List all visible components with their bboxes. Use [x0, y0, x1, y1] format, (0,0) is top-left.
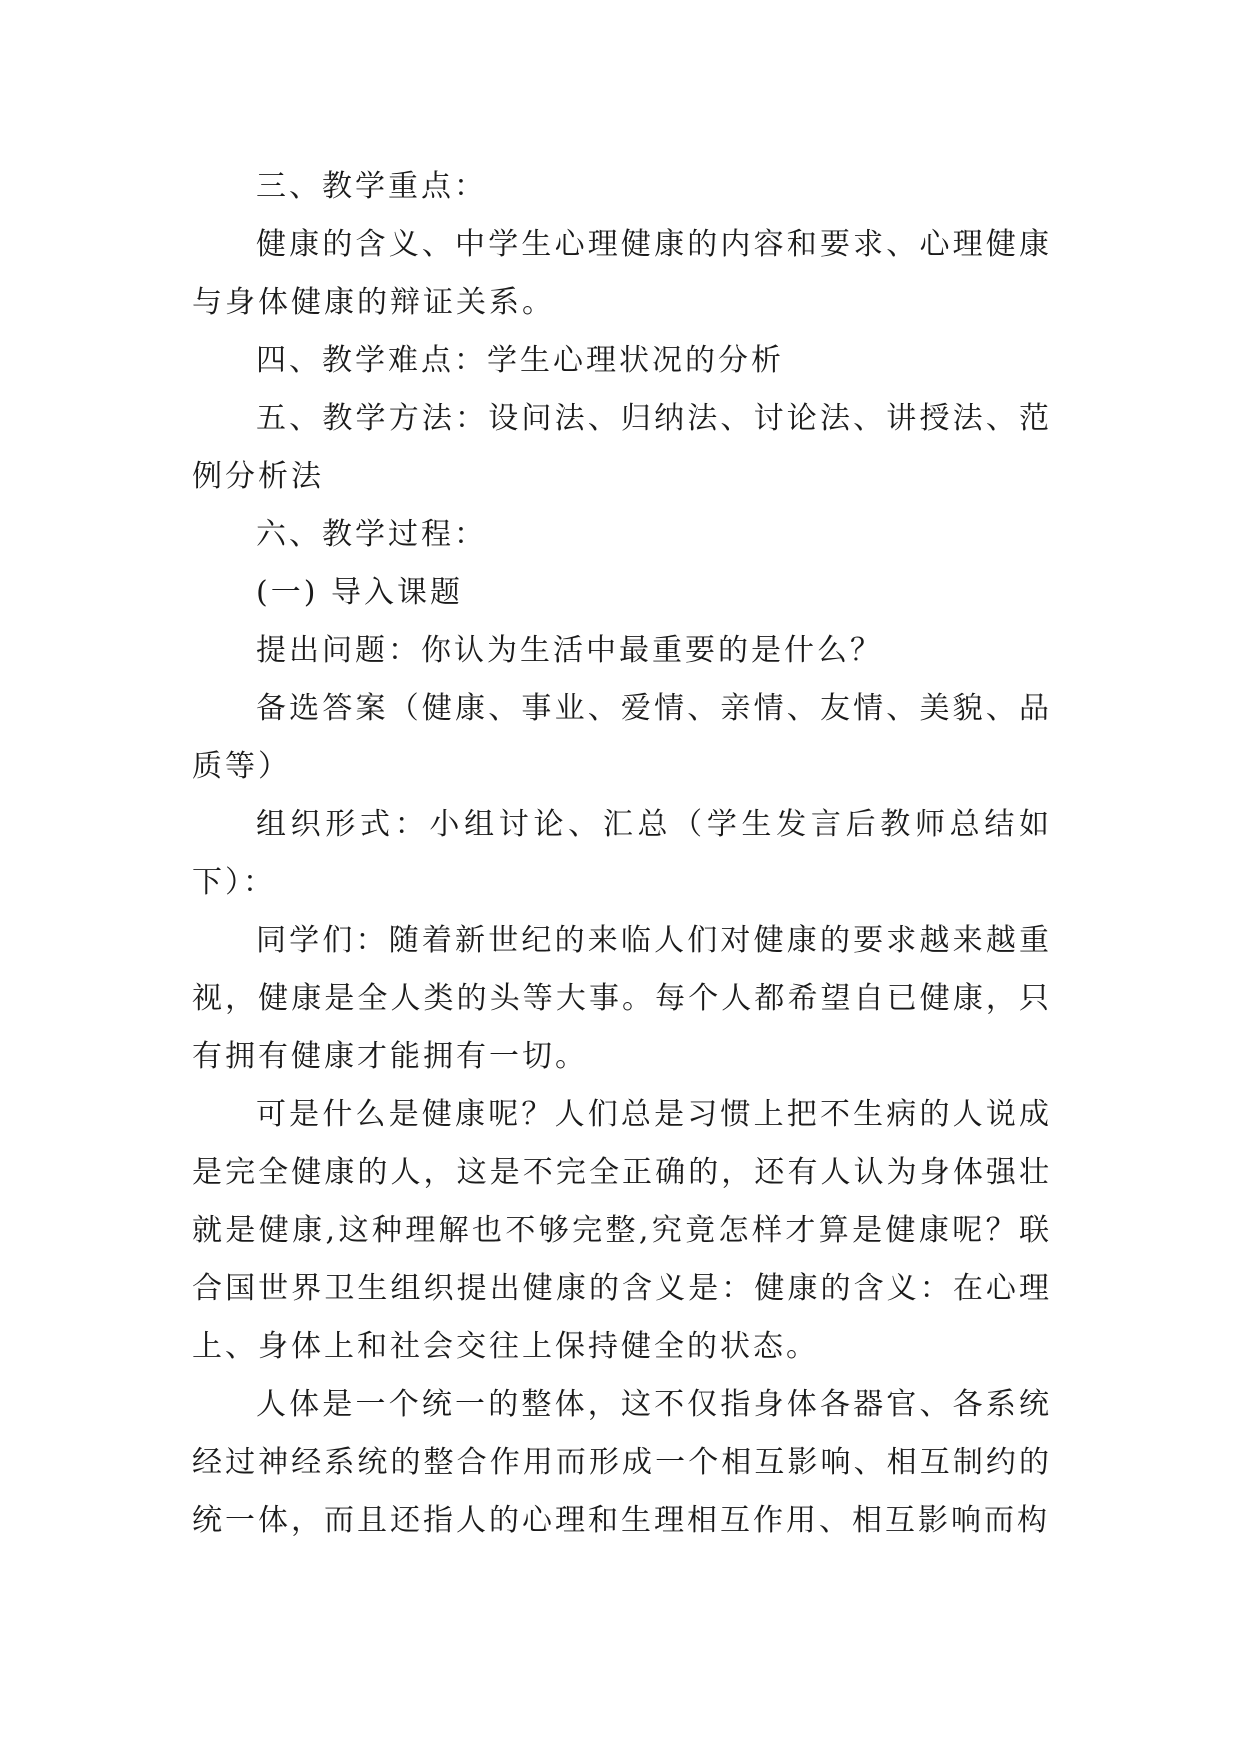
subheading-introduction: (一) 导入课题	[256, 575, 463, 610]
paragraph-classmates: 同学们：随着新世纪的来临人们对健康的要求越来越重视，健康是全人类的头等大事。每个人都希望自已健康，只有拥有健康才能拥有一切。	[192, 923, 1052, 1074]
paragraph-question: 提出问题：你认为生活中最重要的是什么？	[256, 633, 883, 668]
heading-teaching-methods: 五、教学方法：设问法、归纳法、讨论法、讲授法、范例分析法	[192, 401, 1052, 494]
paragraph-human-body: 人体是一个统一的整体，这不仅指身体各器官、各系统经过神经系统的整合作用而形成一个相互影响、相互制约的统一体，而且还指人的心理和生理相互作用、相互影响而构	[192, 1387, 1052, 1538]
paragraph-answer-options: 备选答案（健康、事业、爱情、亲情、友情、美貌、品质等）	[192, 691, 1052, 784]
heading-teaching-difficulty: 四、教学难点：学生心理状况的分析	[256, 343, 784, 378]
paragraph-what-is-health: 可是什么是健康呢？人们总是习惯上把不生病的人说成是完全健康的人，这是不完全正确的，还有人认为身体强壮就是健康,这种理解也不够完整,究竟怎样才算是健康呢？联合国世界卫生组织提出健康的含义是：健康的含义：在心理上、身体上和社会交往上保持健全的状态。	[192, 1097, 1052, 1364]
paragraph-organization-form: 组织形式：小组讨论、汇总（学生发言后教师总结如下）：	[192, 807, 1052, 900]
heading-teaching-focus: 三、教学重点：	[256, 169, 487, 204]
paragraph-teaching-focus-content: 健康的含义、中学生心理健康的内容和要求、心理健康与身体健康的辩证关系。	[192, 227, 1052, 320]
heading-teaching-process: 六、教学过程：	[256, 517, 487, 552]
document-body	[192, 158, 1052, 1550]
